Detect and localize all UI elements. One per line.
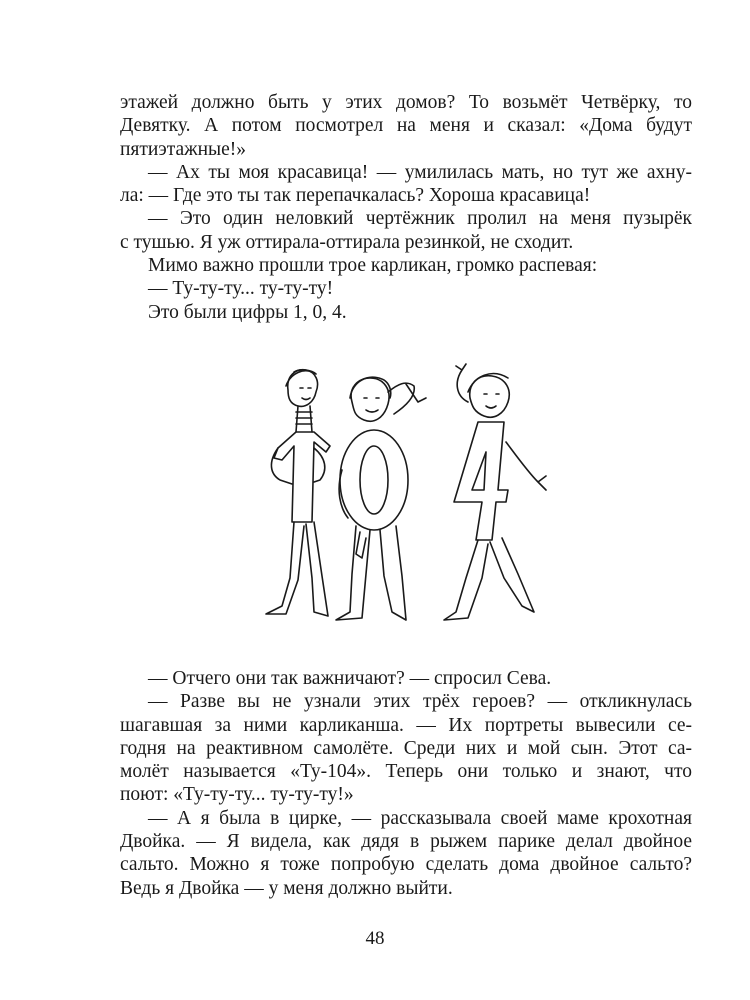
text-line: — Разве вы не узнали этих трёх героев? — откликнулась <box>148 691 692 713</box>
text-line: поют: «Ту-ту-ту... ту-ту-ту!» <box>120 784 354 806</box>
text-line: пятиэтажные!» <box>120 138 247 160</box>
text-line: молёт называется «Ту-104». Теперь они только и знают, что <box>120 761 692 783</box>
text-line: сальто. Можно я тоже попробую сделать дома двойное сальто? <box>120 854 692 876</box>
text-line: — Это один неловкий чертёжник пролил на меня пузырёк <box>148 208 692 230</box>
top-text-block <box>120 91 692 324</box>
page-number: 48 <box>365 928 385 949</box>
text-line: — Ах ты моя красавица! — умилилась мать, но тут же ахну- <box>148 161 692 183</box>
text-line: ла: — Где это ты так перепачкалась? Хороша красавица! <box>120 185 591 207</box>
figure-zero-drawing <box>336 377 426 620</box>
text-line: Это были цифры 1, 0, 4. <box>148 301 347 323</box>
text-line: годня на реактивном самолёте. Среди них и мой сын. Этот са- <box>120 737 692 759</box>
text-line: с тушью. Я уж оттирала-оттирала резинкой, не сходит. <box>120 231 574 253</box>
text-line: Ведь я Двойка — у меня должно выйти. <box>120 877 453 899</box>
figure-one-drawing <box>266 370 330 616</box>
figure-four-drawing <box>444 364 546 620</box>
text-line: Двойка. — Я видела, как дядя в рыжем парике делал двойное <box>120 831 692 853</box>
illustration-digit-figures <box>256 362 556 634</box>
text-line: — А я была в цирке, — рассказывала своей маме крохотная <box>148 807 692 829</box>
text-line: этажей должно быть у этих домов? То возьмёт Четвёрку, то <box>120 92 692 113</box>
text-line: — Отчего они так важничают? — спросил Сева. <box>148 668 552 689</box>
text-line: Мимо важно прошли трое карликан, громко распевая: <box>148 255 598 277</box>
bottom-text-block <box>120 667 692 900</box>
text-line: — Ту-ту-ту... ту-ту-ту! <box>148 278 334 300</box>
text-line: Девятку. А потом посмотрел на меня и сказал: «Дома будут <box>120 115 692 137</box>
text-line: шагавшая за ними карликанша. — Их портреты вывесили се- <box>120 714 692 736</box>
